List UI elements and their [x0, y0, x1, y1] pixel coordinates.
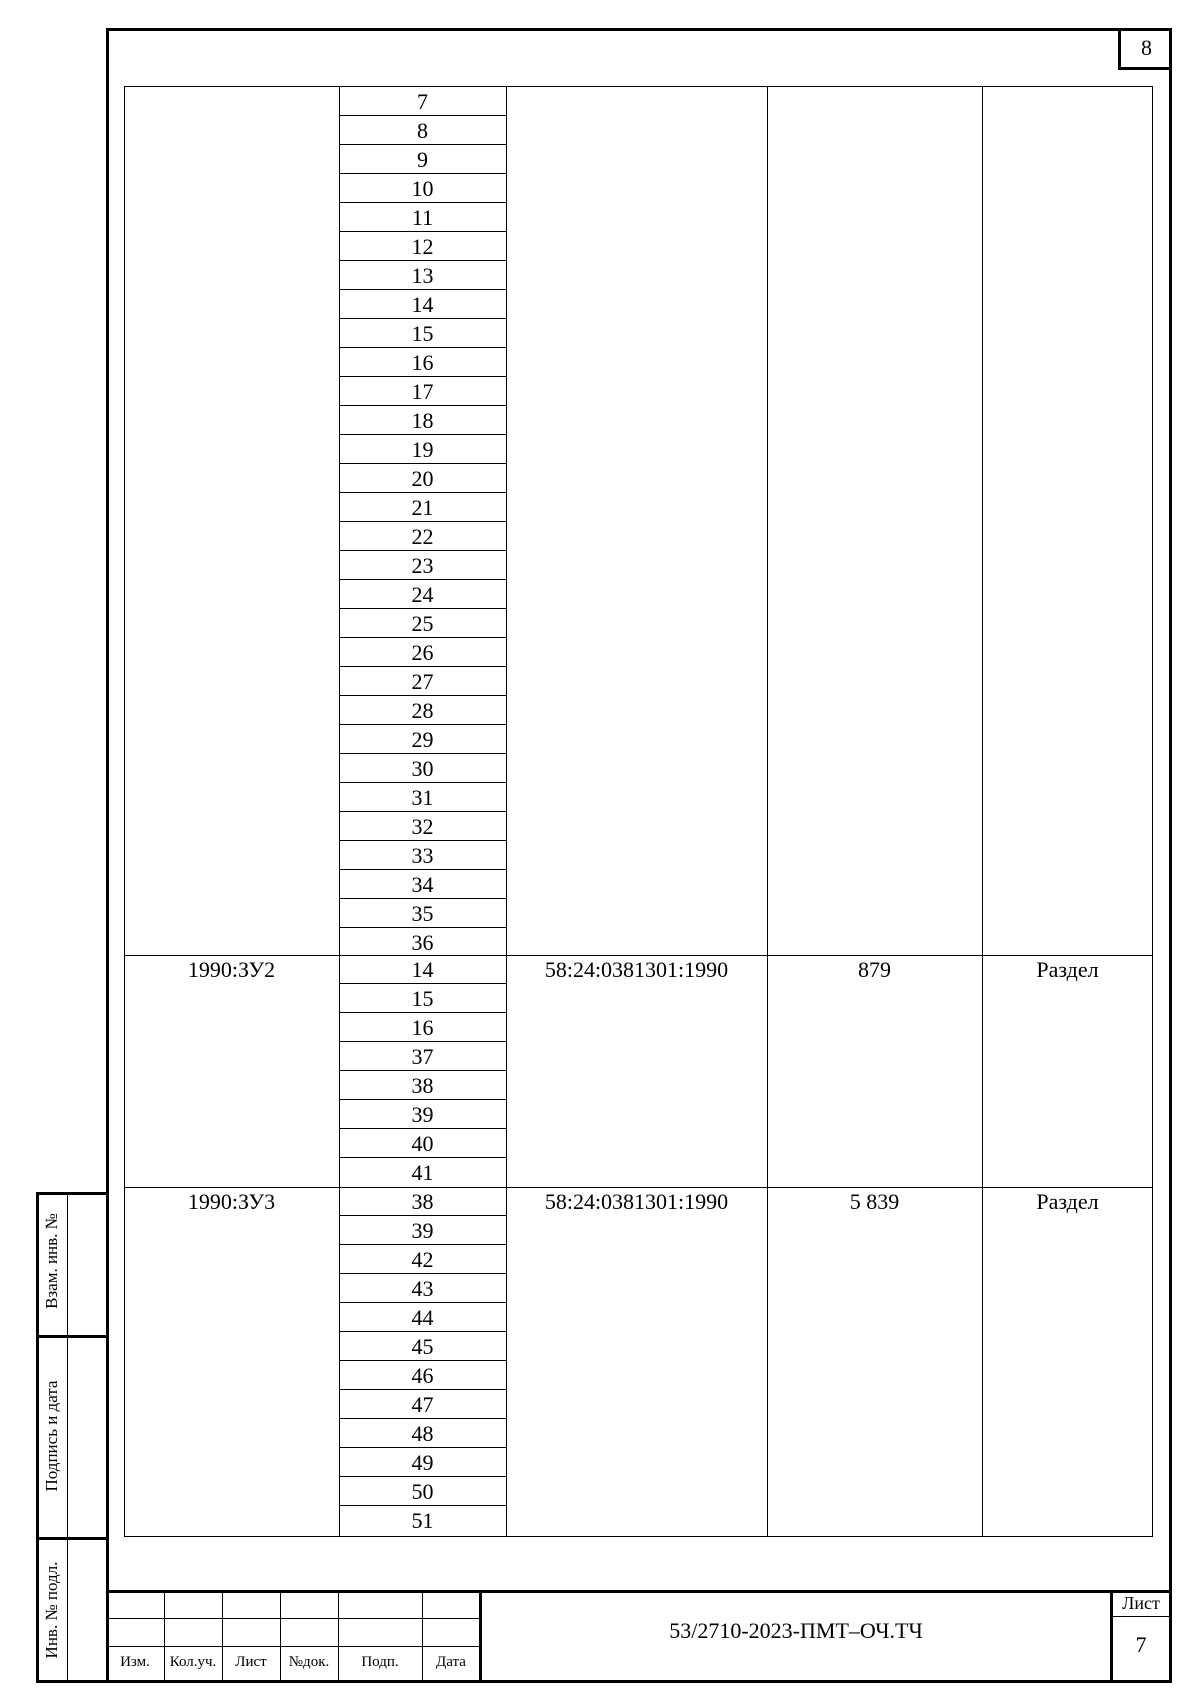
continuation-point-cell: 21: [339, 493, 506, 522]
continuation-point-cell: 35: [339, 899, 506, 928]
zu2-point-cell: 14: [339, 955, 506, 984]
continuation-point-cell: 15: [339, 319, 506, 348]
zu3-point-cell: 44: [339, 1303, 506, 1332]
continuation-point-cell: 25: [339, 609, 506, 638]
method-zu3: Раздел: [1036, 1189, 1099, 1214]
area-zu2: 879: [858, 957, 891, 982]
continuation-point-cell: 24: [339, 580, 506, 609]
continuation-point-cell: 10: [339, 174, 506, 203]
continuation-point-cell: 13: [339, 261, 506, 290]
continuation-point-cell: 7: [339, 87, 506, 116]
label-n-dok: №док.: [288, 1654, 330, 1670]
continuation-point-cell: 22: [339, 522, 506, 551]
zu2-point-cell: 38: [339, 1071, 506, 1100]
tb-sheet-divider: [1110, 1616, 1172, 1617]
page-number: 8: [1141, 35, 1152, 60]
zu3-point-cell: 39: [339, 1216, 506, 1245]
title-block-row-1: [106, 1618, 480, 1619]
continuation-point-cell: 33: [339, 841, 506, 870]
continuation-point-cell: 31: [339, 783, 506, 812]
continuation-point-cell: 30: [339, 754, 506, 783]
designation-zu3: 1990:ЗУ3: [187, 1189, 276, 1214]
label-izm: Изм.: [120, 1654, 150, 1670]
col-line-4: [982, 86, 983, 1537]
zu3-point-cell: 38: [339, 1187, 506, 1216]
continuation-point-cell: 23: [339, 551, 506, 580]
continuation-point-cell: 11: [339, 203, 506, 232]
zu3-point-cell: 42: [339, 1245, 506, 1274]
zu3-point-cell: 45: [339, 1332, 506, 1361]
col-line-2: [506, 86, 507, 1537]
sheet-number: 7: [1135, 1632, 1147, 1657]
continuation-point-cell: 16: [339, 348, 506, 377]
continuation-point-cell: 27: [339, 667, 506, 696]
zu2-point-cell: 40: [339, 1129, 506, 1158]
label-podp: Подп.: [361, 1654, 399, 1670]
zu2-point-cell: 16: [339, 1013, 506, 1042]
zu2-point-cell: 37: [339, 1042, 506, 1071]
zu3-point-cell: 50: [339, 1477, 506, 1506]
continuation-point-cell: 26: [339, 638, 506, 667]
area-zu3: 5 839: [849, 1189, 900, 1214]
land-plot-table: [124, 86, 1153, 1537]
continuation-point-cell: 20: [339, 464, 506, 493]
zu3-point-cell: 51: [411, 1508, 434, 1533]
label-list: Лист: [235, 1654, 267, 1670]
continuation-point-cell: 34: [339, 870, 506, 899]
zu3-point-cell: 48: [339, 1419, 506, 1448]
cadastral-number-zu2: 58:24:0381301:1990: [544, 957, 729, 982]
vzam-inv-label: Взам. инв. №: [42, 1213, 61, 1309]
zu3-point-cell: 43: [339, 1274, 506, 1303]
zu3-point-cell: 47: [339, 1390, 506, 1419]
zu2-point-cell: 39: [339, 1100, 506, 1129]
continuation-point-cell: 9: [339, 145, 506, 174]
continuation-point-cell: 36: [411, 930, 434, 955]
zu2-point-cell: 15: [339, 984, 506, 1013]
method-zu2: Раздел: [1036, 957, 1099, 982]
continuation-point-cell: 8: [339, 116, 506, 145]
podpis-data-label: Подпись и дата: [42, 1380, 61, 1492]
title-block-row-2: [106, 1646, 480, 1647]
zu3-point-cell: 46: [339, 1361, 506, 1390]
cadastral-number-zu3: 58:24:0381301:1990: [544, 1189, 729, 1214]
label-data: Дата: [436, 1654, 466, 1670]
designation-zu2: 1990:ЗУ2: [187, 957, 276, 982]
title-block-top: [106, 1590, 1172, 1593]
zu3-point-cell: 49: [339, 1448, 506, 1477]
document-code: 53/2710-2023-ПМТ–ОЧ.ТЧ: [669, 1618, 923, 1643]
side-stamp-divider: [67, 1192, 68, 1683]
continuation-point-cell: 28: [339, 696, 506, 725]
inv-podl-label: Инв. № подл.: [42, 1561, 61, 1659]
page-number-box: [1118, 28, 1172, 70]
continuation-point-cell: 32: [339, 812, 506, 841]
zu2-point-cell: 41: [411, 1160, 434, 1185]
col-line-3: [767, 86, 768, 1537]
sheet-label: Лист: [1122, 1593, 1160, 1613]
continuation-point-cell: 18: [339, 406, 506, 435]
side-stamp-sep-1: [36, 1335, 108, 1338]
continuation-point-cell: 14: [339, 290, 506, 319]
label-kol-uch: Кол.уч.: [169, 1654, 217, 1670]
continuation-point-cell: 12: [339, 232, 506, 261]
continuation-point-cell: 17: [339, 377, 506, 406]
continuation-point-cell: 19: [339, 435, 506, 464]
continuation-point-cell: 29: [339, 725, 506, 754]
